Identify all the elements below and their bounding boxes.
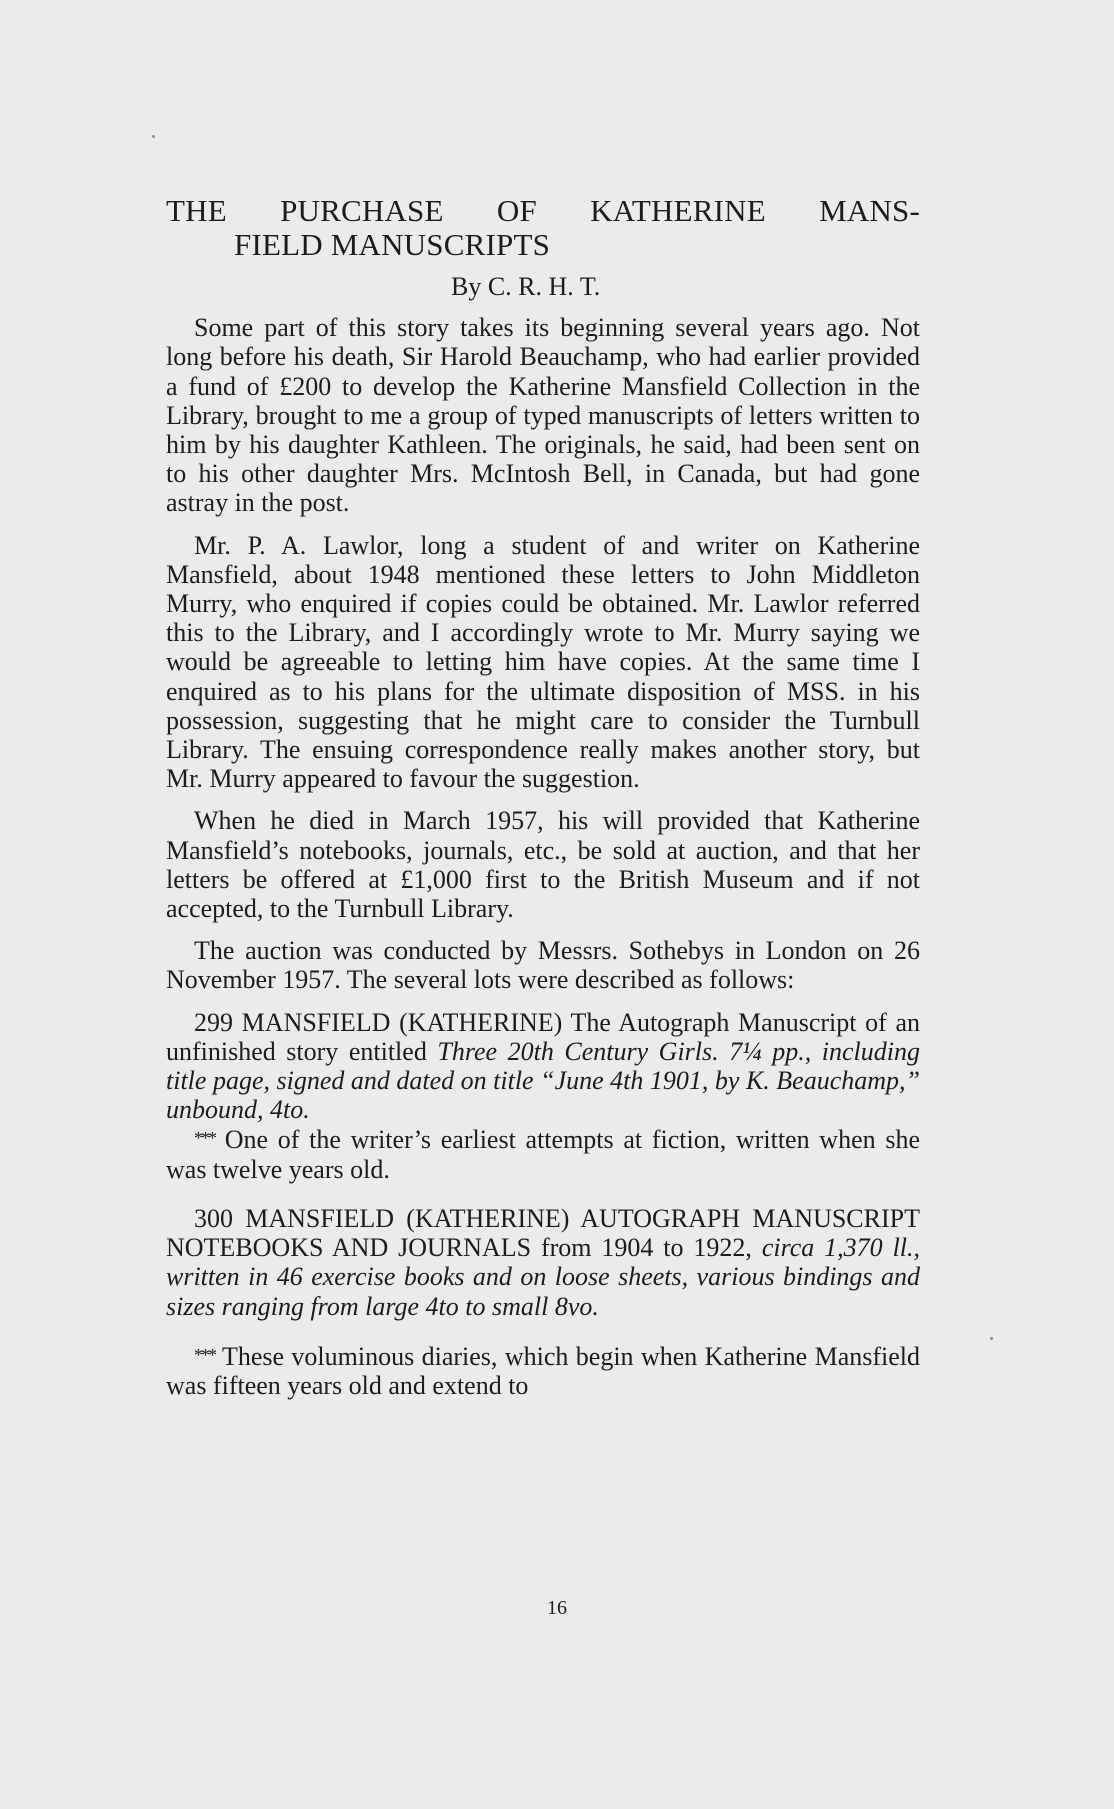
page-number: 16: [547, 1597, 567, 1619]
lot-300: [166, 1204, 920, 1321]
asterism: ***: [194, 1344, 215, 1365]
article-title-line1: THE PURCHASE OF KATHERINE MANS-: [166, 193, 920, 228]
lot-299-title: Three 20th Century Girls.: [437, 1036, 719, 1066]
lot-299-heading: 299 MANSFIELD (KATHERINE) The Autograph Manuscript of an unfinished story entitled: [166, 1007, 920, 1066]
text-column: [166, 194, 920, 1400]
paragraph-4: The auction was conducted by Messrs. Sothebys in London on 26 November 1957. The several lots were described as follows:: [166, 936, 920, 995]
lot-300-details: circa 1,370 ll., written in 46 exercise books and on loose sheets, various bindings and sizes ranging from large 4to to small 8vo.: [166, 1233, 921, 1321]
lot-299: [166, 1008, 920, 1125]
paragraph-1: Some part of this story takes its beginning several years ago. Not long before his death, Sir Harold Beauchamp, who had earlier provided a fund of £200 to develop the Katherine Mansfield Collection in the Library, brought to me a group of typed manuscripts of letters written to him by his daughter Kathleen. The originals, he said, had been sent on to his other daughter Mrs. McIntosh Bell, in Canada, but had gone astray in the post.: [166, 313, 920, 518]
lot-299-details: 7¼ pp., including title page, signed and dated on title “June 4th 1901, by K. Beauchamp,” unbound, 4to.: [166, 1036, 921, 1125]
lot-300-note: These voluminous diaries, which begin when Katherine Mansfield was fifteen years old and extend to: [166, 1341, 920, 1400]
lot-300-note-para: [166, 1341, 920, 1400]
byline: By C. R. H. T.: [451, 272, 601, 301]
paragraph-3: When he died in March 1957, his will provided that Katherine Mansfield’s notebooks, journals, etc., be sold at auction, and that her letters be offered at £1,000 first to the British Museum and if not accepted, to the Turnbull Library.: [166, 806, 920, 924]
asterism: ***: [194, 1128, 215, 1149]
paper-speck: [152, 135, 155, 138]
paper-speck: [990, 1337, 993, 1340]
article-title-line2: FIELD MANUSCRIPTS: [234, 227, 551, 262]
paragraph-2: Mr. P. A. Lawlor, long a student of and writer on Katherine Mansfield, about 1948 mentioned these letters to John Middleton Murry, who enquired if copies could be obtained. Mr. Lawlor referred this to the Library, and I accordingly wrote to Mr. Murry saying we would be agreeable to letting him have copies. At the same time I enquired as to his plans for the ultimate disposition of MSS. in his possession, suggesting that he might care to consider the Turnbull Library. The ensuing correspondence really makes another story, but Mr. Murry appeared to favour the suggestion.: [166, 530, 920, 794]
lot-299-note-para: [166, 1124, 920, 1183]
lot-300-heading: 300 MANSFIELD (KATHERINE) AUTOGRAPH MANUSCRIPT NOTEBOOKS AND JOURNALS from 1904 to 1922,: [166, 1203, 920, 1263]
lot-299-note: One of the writer’s earliest attempts at fiction, written when she was twelve years old.: [166, 1125, 921, 1184]
